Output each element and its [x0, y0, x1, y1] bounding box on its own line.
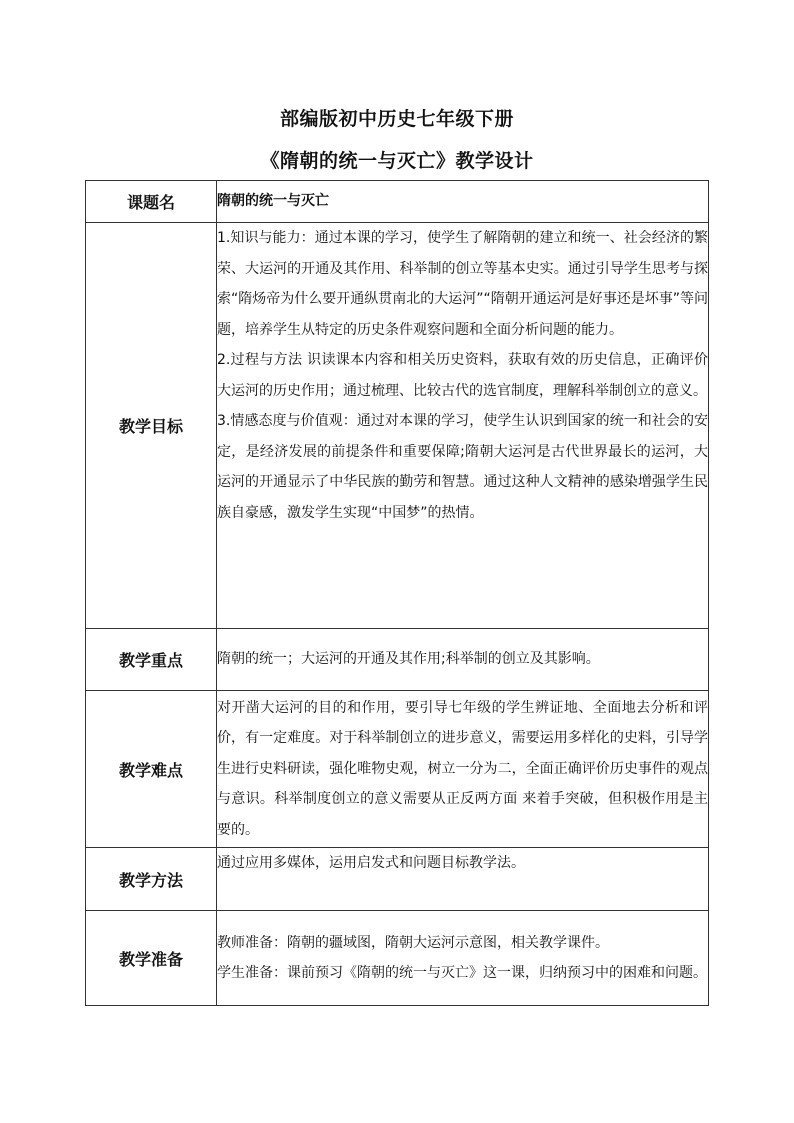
document-title: 部编版初中历史七年级下册	[279, 108, 514, 130]
lesson-plan-table	[85, 180, 709, 1006]
key-points-text: 隋朝的统一；大运河的开通及其作用;科举制的创立及其影响。	[217, 651, 600, 668]
difficulties-text: 对开凿大运河的目的和作用，要引导七年级的学生辨证地、全面地去分析和评价，有一定难度。对于科举制创立的进步意义，需要运用多样化的史料，引导学生进行史料研读，强化唯物史观，树立一分为二，全面正确评价历史事件的观点与意识。科举制度创立的意义需要从正反两方面 来着手突破，但积极作用是主要的。	[217, 699, 708, 838]
objectives-label: 教学目标	[86, 223, 217, 629]
objective-knowledge: 1.知识与能力：通过本课的学习，使学生了解隋朝的建立和统一、社会经济的繁荣、大运河的开通及其作用、科举制的创立等基本史实。通过引导学生思考与探索“隋炀帝为什么要开通纵贯南北的大运河”“隋朝开通运河是好事还是坏事”等问题，培养学生从特定的历史条件观察问题和全面分析问题的能力。	[217, 230, 709, 338]
preparation-cell	[217, 911, 709, 1006]
table-row-topic	[86, 181, 709, 223]
document-subtitle: 《隋朝的统一与灭亡》教学设计	[260, 150, 534, 172]
methods-cell	[217, 848, 709, 911]
objective-attitude: 3.情感态度与价值观：通过对本课的学习，使学生认识到国家的统一和社会的安定，是经济发展的前提条件和重要保障;隋朝大运河是古代世界最长的运河，大运河的开通显示了中华民族的勤劳和智慧。通过这种人文精神的感染增强学生民族自豪感，激发学生实现“中国梦”的热情。	[217, 413, 708, 521]
table-row-methods	[86, 848, 709, 911]
preparation-teacher: 教师准备：隋朝的疆域图，隋朝大运河示意图，相关教学课件。	[217, 934, 609, 951]
key-points-cell	[217, 629, 709, 691]
table-row-difficulties	[86, 691, 709, 848]
methods-text: 通过应用多媒体，运用启发式和问题目标教学法。	[217, 855, 525, 871]
table-row-objectives	[86, 223, 709, 629]
objective-process: 2.过程与方法 识读课本内容和相关历史资料，获取有效的历史信息，正确评价大运河的历史作用；通过梳理、比较古代的选官制度，理解科举制创立的意义。	[217, 352, 708, 399]
topic-value-cell	[217, 181, 709, 223]
key-points-label: 教学重点	[86, 629, 217, 691]
table-row-key-points	[86, 629, 709, 691]
preparation-student: 学生准备：课前预习《隋朝的统一与灭亡》这一课，归纳预习中的困难和问题。	[217, 965, 707, 981]
preparation-label: 教学准备	[86, 911, 217, 1006]
methods-label: 教学方法	[86, 848, 217, 911]
topic-value: 隋朝的统一与灭亡	[217, 193, 329, 210]
difficulties-label: 教学难点	[86, 691, 217, 848]
objectives-cell	[217, 223, 709, 629]
topic-label: 课题名	[86, 181, 217, 223]
difficulties-cell	[217, 691, 709, 848]
table-row-preparation	[86, 911, 709, 1006]
